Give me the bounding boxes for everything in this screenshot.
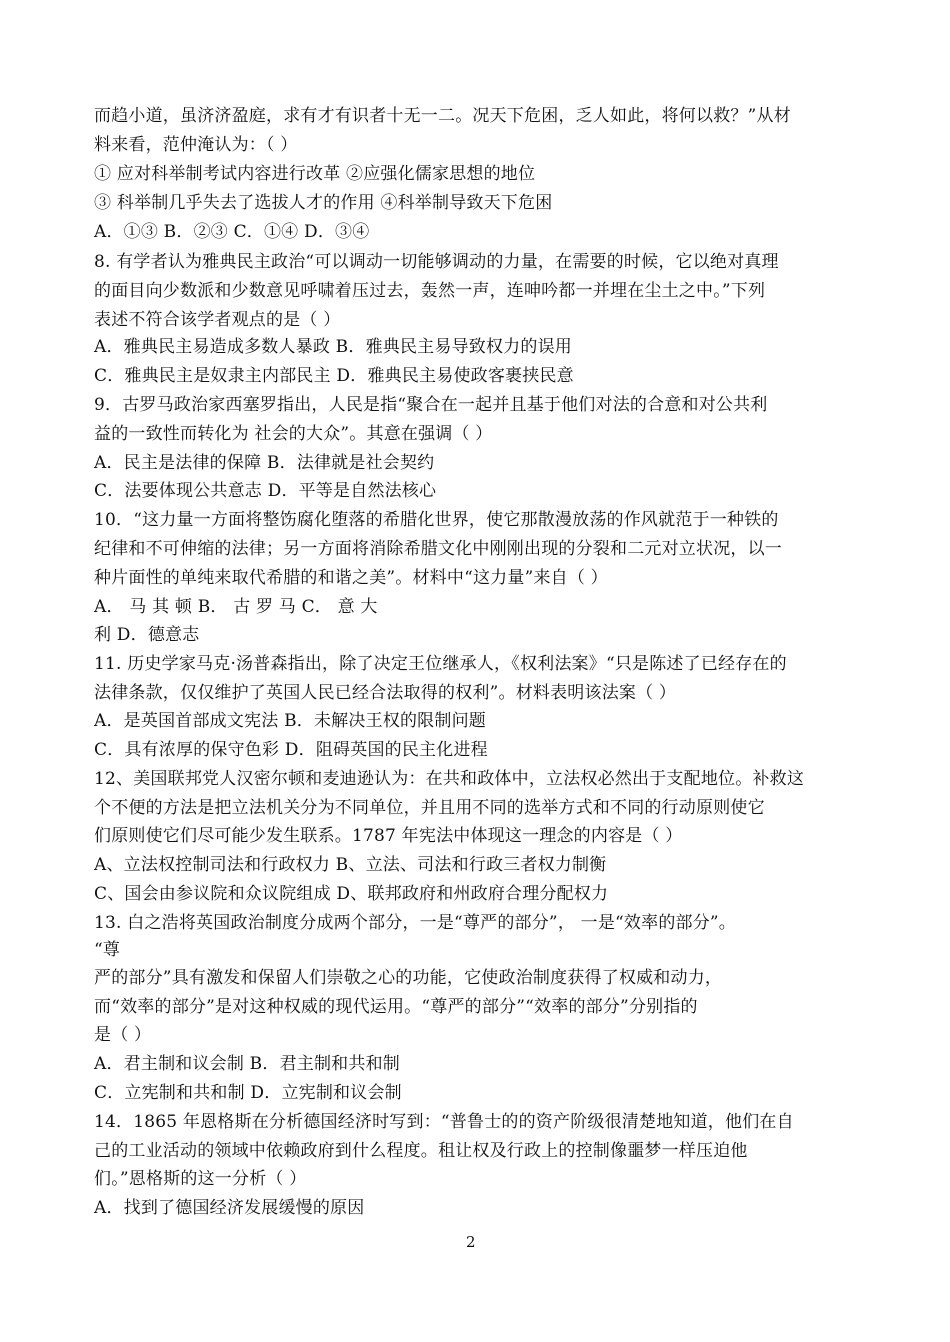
question-12: 12、美国联邦党人汉密尔顿和麦迪逊认为：在共和政体中，立法权必然出于支配地位。补救这 xyxy=(94,769,805,789)
question-10: 10．“这力量一方面将整饬腐化堕落的希腊化世界，使它那散漫放荡的作风就范于一种铁的 xyxy=(94,510,779,530)
option-line: ③ 科举制几乎失去了选拔人才的作用 ④科举制导致天下危困 xyxy=(94,193,553,213)
answer-options: A、立法权控制司法和行政权力 B、立法、司法和行政三者权力制衡 xyxy=(94,855,607,875)
answer-options: C．立宪制和共和制 D．立宪制和议会制 xyxy=(94,1083,402,1103)
answer-options: A．民主是法律的保障 B．法律就是社会契约 xyxy=(94,453,435,473)
page-number: 2 xyxy=(466,1233,476,1251)
answer-options: A． 马 其 顿 B． 古 罗 马 C． 意 大 xyxy=(94,597,378,617)
text-line: 的面目向少数派和少数意见呼啸着压过去，轰然一声，连呻吟都一并埋在尘土之中。”下列 xyxy=(94,281,766,301)
question-14: 14．1865 年恩格斯在分析德国经济时写到：“普鲁士的的资产阶级很清楚地知道，他们在自 xyxy=(94,1112,794,1132)
text-line: 表述不符合该学者观点的是（ ） xyxy=(94,310,341,330)
answer-options: A．是英国首部成文宪法 B．未解决王权的限制问题 xyxy=(94,711,486,731)
text-line: 而趋小道，虽济济盈庭，求有才有识者十无一二。况天下危困，乏人如此，将何以救？”从材 xyxy=(94,106,791,126)
question-13: 13. 白之浩将英国政治制度分成两个部分，一是“尊严的部分”， 一是“效率的部分”。 xyxy=(94,913,737,933)
answer-options: A．①③ B．②③ C．①④ D．③④ xyxy=(94,222,370,242)
text-line: 益的一致性而转化为 社会的大众”。其意在强调（ ） xyxy=(94,424,493,444)
text-line: 种片面性的单纯来取代希腊的和谐之美”。材料中“这力量”来自（ ） xyxy=(94,568,608,588)
answer-options: 利 D．德意志 xyxy=(94,625,200,645)
text-line: 是（ ） xyxy=(94,1025,152,1045)
text-line: 们。”恩格斯的这一分析（ ） xyxy=(94,1169,307,1189)
option-line: ① 应对科举制考试内容进行改革 ②应强化儒家思想的地位 xyxy=(94,164,536,184)
answer-options: C．法要体现公共意志 D．平等是自然法核心 xyxy=(94,481,437,501)
text-line: 们原则使它们尽可能少发生联系。1787 年宪法中体现这一理念的内容是（ ） xyxy=(94,826,683,846)
text-line: 个不便的方法是把立法机关分为不同单位，并且用不同的选举方式和不同的行动原则使它 xyxy=(94,798,765,818)
answer-options: A．雅典民主易造成多数人暴政 B．雅典民主易导致权力的误用 xyxy=(94,337,572,357)
question-9: 9．古罗马政治家西塞罗指出，人民是指“聚合在一起并且基于他们对法的合意和对公共利 xyxy=(94,395,768,415)
answer-options: C．雅典民主是奴隶主内部民主 D．雅典民主易使政客裹挟民意 xyxy=(94,366,574,386)
text-line: 己的工业活动的领域中依赖政府到什么程度。租让权及行政上的控制像噩梦一样压迫他 xyxy=(94,1141,748,1161)
text-line: 严的部分”具有激发和保留人们崇敬之心的功能，它使政治制度获得了权威和动力， xyxy=(94,968,723,988)
text-line: “尊 xyxy=(94,940,121,960)
text-line: 而“效率的部分”是对这种权威的现代运用。“尊严的部分”“效率的部分”分别指的 xyxy=(94,997,698,1017)
text-line: 法律条款，仅仅维护了英国人民已经合法取得的权利”。材料表明该法案（ ） xyxy=(94,683,677,703)
answer-options: A．找到了德国经济发展缓慢的原因 xyxy=(94,1198,365,1218)
text-line: 纪律和不可伸缩的法律；另一方面将消除希腊文化中刚刚出现的分裂和二元对立状况，以一 xyxy=(94,539,782,559)
question-11: 11. 历史学家马克·汤普森指出，除了决定王位继承人，《权利法案》“只是陈述了已经存在的 xyxy=(94,654,787,674)
text-line: 料来看，范仲淹认为：（ ） xyxy=(94,135,298,155)
question-8: 8. 有学者认为雅典民主政治“可以调动一切能够调动的力量，在需要的时候，它以绝对真理 xyxy=(94,252,779,272)
answer-options: A．君主制和议会制 B．君主制和共和制 xyxy=(94,1054,400,1074)
answer-options: C、国会由参议院和众议院组成 D、联邦政府和州政府合理分配权力 xyxy=(94,884,609,904)
answer-options: C．具有浓厚的保守色彩 D．阻碍英国的民主化进程 xyxy=(94,740,488,760)
